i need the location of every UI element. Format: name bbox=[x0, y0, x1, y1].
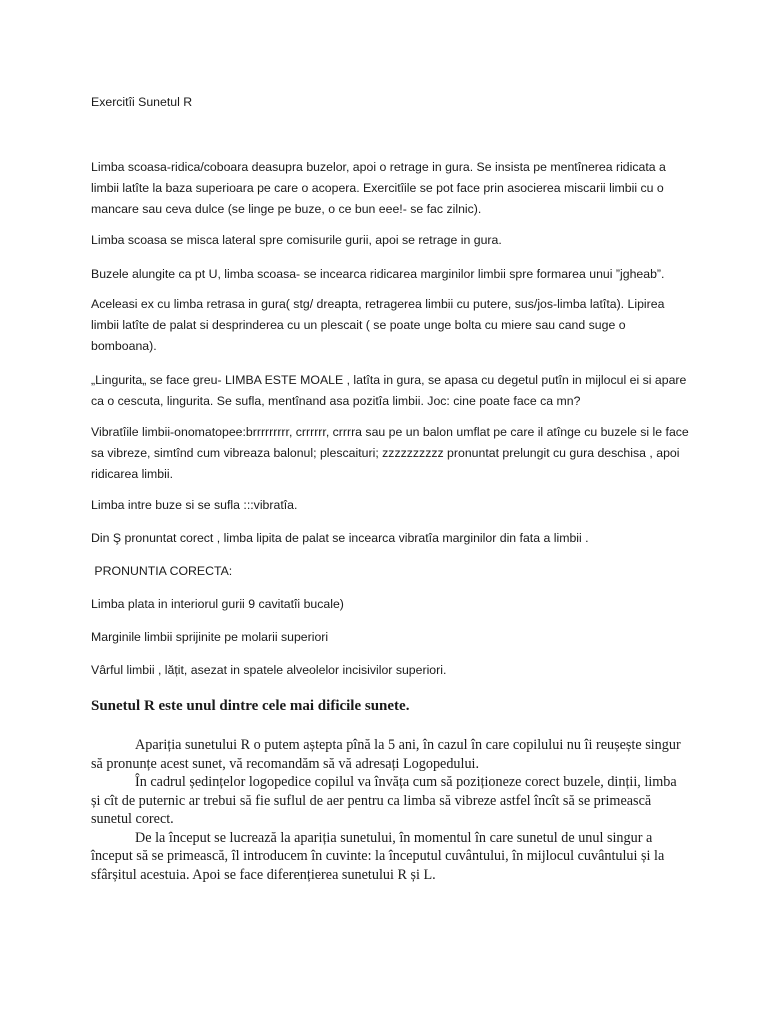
exercise-paragraph: Vârful limbii , lățit, asezat in spatele alveolelor incisivilor superiori. bbox=[91, 663, 447, 677]
article-paragraph: Apariția sunetului R o putem aștepta pînă la 5 ani, în cazul în care copilului nu îi reușește singur să pronunțe acest sunet, vă recomandăm să vă adresați Logopedului. bbox=[91, 737, 681, 772]
article-heading: Sunetul R este unul dintre cele mai dificile sunete. bbox=[91, 698, 410, 714]
exercise-paragraph: Limba scoasa-ridica/coboara deasupra buzelor, apoi o retrage in gura. Se insista pe mentînerea ridicata a limbii latîte la baza superioara pe care o acopera. Exercitîile se pot face prin asocierea miscarii limbii cu o mancare sau ceva dulce (se linge pe buze, o ce bun eee!- se fac zilnic). bbox=[91, 160, 666, 216]
section-label: PRONUNTIA CORECTA: bbox=[91, 564, 233, 578]
article-paragraph: În cadrul ședințelor logopedice copilul va învăța cum să poziționeze corect buzele, dinții, limba și cît de puternic ar trebui să fie suflul de aer pentru ca limba să vibreze astfel încît să se primească sunetul corect. bbox=[91, 774, 677, 827]
exercise-paragraph: „Lingurita„ se face greu- LIMBA ESTE MOALE , latîta in gura, se apasa cu degetul putîn in mijlocul ei si apare ca o cescuta, lingurita. Se sufla, mentînand asa pozitîa limbii. Joc: cine poate face ca mn? bbox=[91, 373, 687, 408]
exercise-paragraph: Buzele alungite ca pt U, limba scoasa- se incearca ridicarea marginilor limbii spre formarea unui ”jgheab”. bbox=[91, 267, 665, 281]
article-paragraph: De la început se lucrează la apariția sunetului, în momentul în care sunetul de unul singur a început să se primească, îl introducem în cuvinte: la începutul cuvântului, în mijlocul cuvântului și la sfârșitul acestuia. Apoi se face diferențierea sunetului R și L. bbox=[91, 829, 665, 883]
exercise-paragraph: Limba plata in interiorul gurii 9 cavitatîi bucale) bbox=[91, 597, 344, 611]
exercise-paragraph: Aceleasi ex cu limba retrasa in gura( stg/ dreapta, retragerea limbii cu putere, sus/jos-limba latîta). Lipirea limbii latîte de palat si desprinderea cu un plescait ( se poate unge bolta cu miere sau cand suge o bomboana). bbox=[91, 297, 665, 353]
exercise-paragraph: Din Ş pronuntat corect , limba lipita de palat se incearca vibratîa marginilor din fata a limbii . bbox=[91, 531, 589, 545]
exercise-paragraph: Limba scoasa se misca lateral spre comisurile gurii, apoi se retrage in gura. bbox=[91, 233, 502, 247]
exercise-paragraph: Vibratîile limbii-onomatopee:brrrrrrrrr, crrrrrr, crrrra sau pe un balon umflat pe care il atînge cu buzele si le face sa vibreze, simtînd cum vibreaza balonul; plescaituri; zzzzzzzzzz pronuntat prelungit cu gura deschisa , apoi ridicarea limbii. bbox=[91, 425, 689, 481]
exercise-paragraph: Marginile limbii sprijinite pe molarii superiori bbox=[91, 630, 329, 644]
document-title: Exercitîi Sunetul R bbox=[91, 95, 193, 109]
article-body bbox=[91, 736, 681, 884]
exercise-paragraph: Limba intre buze si se sufla :::vibratîa. bbox=[91, 498, 298, 512]
